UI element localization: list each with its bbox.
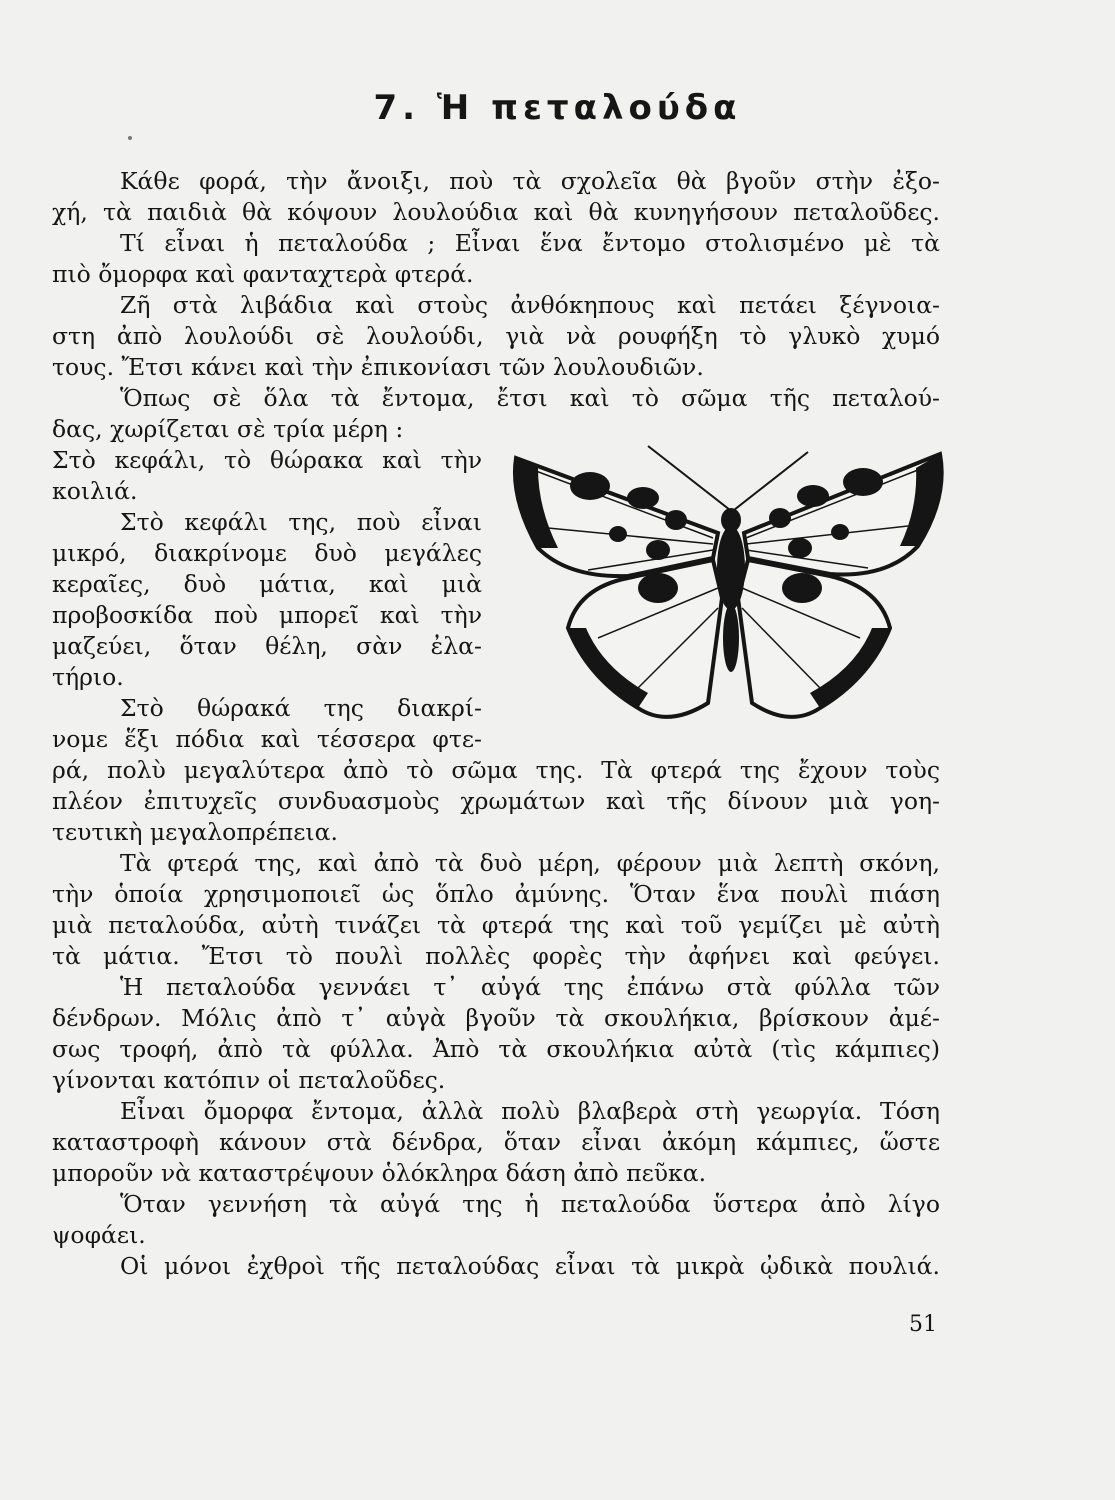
- page-number: 51: [909, 1312, 937, 1337]
- butterfly-illustration-icon: [508, 438, 948, 733]
- text-line: Ὅταν γεννήση τὰ αὐγά της ἡ πεταλούδα ὕστερα ἀπὸ λίγο: [120, 1190, 940, 1218]
- text-line: Στὸ θώρακά της διακρί-: [120, 694, 482, 722]
- text-line: Ζῆ στὰ λιβάδια καὶ στοὺς ἀνθόκηπους καὶ πετάει ξέγνοια-: [120, 291, 940, 319]
- text-line: Στὸ κεφάλι της, ποὺ εἶναι: [120, 508, 482, 536]
- text-line: τήριο.: [52, 663, 124, 691]
- text-line: πιὸ ὄμορφα καὶ φανταχτερὰ φτερά.: [52, 260, 474, 288]
- text-line: γίνονται κατόπιν οἱ πεταλοῦδες.: [52, 1066, 446, 1094]
- text-line: Εἶναι ὄμορφα ἔντομα, ἀλλὰ πολὺ βλαβερὰ στὴ γεωργία. Τόση: [120, 1097, 940, 1125]
- text-line: Κάθε φορά, τὴν ἄνοιξι, ποὺ τὰ σχολεῖα θὰ βγοῦν στὴν ἐξο-: [120, 167, 940, 195]
- text-line: τους. Ἔτσι κάνει καὶ τὴν ἐπικονίασι τῶν λουλουδιῶν.: [52, 353, 704, 381]
- text-line: Ἡ πεταλούδα γεννάει τ᾿ αὐγά της ἐπάνω στὰ φύλλα τῶν: [120, 973, 940, 1001]
- chapter-title: 7. Ἡ πεταλούδα: [373, 88, 742, 128]
- text-line: μιὰ πεταλούδα, αὐτὴ τινάζει τὰ φτερά της καὶ τοῦ γεμίζει μὲ αὐτὴ: [52, 911, 940, 939]
- text-line: νομε ἕξι πόδια καὶ τέσσερα φτε-: [52, 725, 482, 753]
- text-line: μποροῦν νὰ καταστρέψουν ὁλόκληρα δάση ἀπὸ πεῦκα.: [52, 1159, 707, 1187]
- text-line: κεραῖες, δυὸ μάτια, καὶ μιὰ: [52, 570, 482, 598]
- text-line: τευτικὴ μεγαλοπρέπεια.: [52, 818, 338, 846]
- text-line: πλέον ἐπιτυχεῖς συνδυασμοὺς χρωμάτων καὶ τῆς δίνουν μιὰ γοη-: [52, 787, 940, 815]
- text-line: χή, τὰ παιδιὰ θὰ κόψουν λουλούδια καὶ θὰ κυνηγήσουν πεταλοῦδες.: [52, 198, 940, 226]
- text-line: μικρό, διακρίνομε δυὸ μεγάλες: [52, 539, 482, 567]
- text-line: κοιλιά.: [52, 477, 138, 505]
- text-line: σως τροφή, ἀπὸ τὰ φύλλα. Ἀπὸ τὰ σκουλήκια αὐτὰ (τὶς κάμπιες): [52, 1035, 940, 1063]
- text-line: Στὸ κεφάλι, τὸ θώρακα καὶ τὴν: [52, 446, 482, 474]
- text-line: δένδρων. Μόλις ἀπὸ τ᾿ αὐγὰ βγοῦν τὰ σκουλήκια, βρίσκουν ἀμέ-: [52, 1004, 940, 1032]
- text-line: τὰ μάτια. Ἔτσι τὸ πουλὶ πολλὲς φορὲς τὴν ἀφήνει καὶ φεύγει.: [52, 942, 940, 970]
- text-line: ψοφάει.: [52, 1221, 146, 1249]
- text-line: τὴν ὁποία χρησιμοποιεῖ ὡς ὅπλο ἀμύνης. Ὅταν ἕνα πουλὶ πιάση: [52, 880, 940, 908]
- text-line: μαζεύει, ὅταν θέλη, σὰν ἐλα-: [52, 632, 482, 660]
- text-line: Ὅπως σὲ ὅλα τὰ ἔντομα, ἔτσι καὶ τὸ σῶμα τῆς πεταλού-: [120, 384, 940, 412]
- text-line: Τὰ φτερά της, καὶ ἀπὸ τὰ δυὸ μέρη, φέρουν μιὰ λεπτὴ σκόνη,: [120, 849, 940, 877]
- text-line: καταστροφὴ κάνουν στὰ δένδρα, ὅταν εἶναι ἀκόμη κάμπιες, ὥστε: [52, 1128, 940, 1156]
- text-line: Οἱ μόνοι ἐχθροὶ τῆς πεταλούδας εἶναι τὰ μικρὰ ᾠδικὰ πουλιά.: [120, 1252, 940, 1280]
- text-line: ρά, πολὺ μεγαλύτερα ἀπὸ τὸ σῶμα της. Τὰ φτερά της ἔχουν τοὺς: [52, 756, 940, 784]
- text-line: προβοσκίδα ποὺ μπορεῖ καὶ τὴν: [52, 601, 482, 629]
- text-line: Τί εἶναι ἡ πεταλούδα ; Εἶναι ἕνα ἔντομο στολισμένο μὲ τὰ: [120, 229, 940, 257]
- text-line: στη ἀπὸ λουλούδι σὲ λουλούδι, γιὰ νὰ ρουφήξη τὸ γλυκὸ χυμό: [52, 322, 940, 350]
- text-line: δας, χωρίζεται σὲ τρία μέρη :: [52, 415, 404, 443]
- page-speck: [128, 136, 132, 140]
